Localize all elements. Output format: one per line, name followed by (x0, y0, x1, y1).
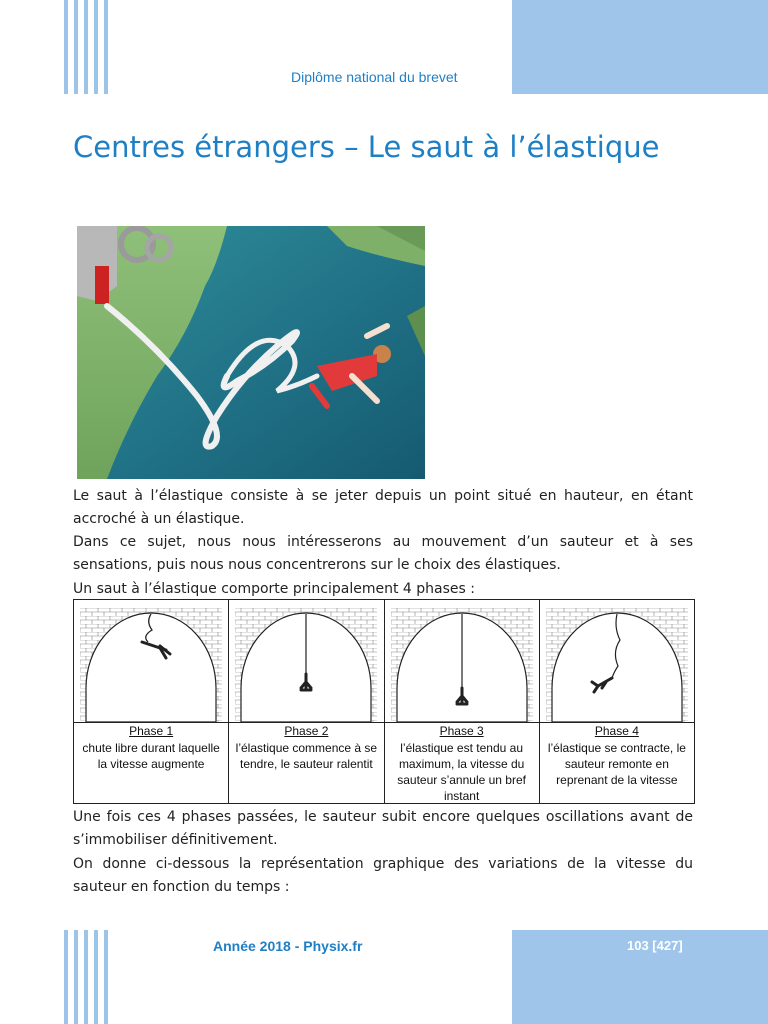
phase-description: chute libre durant laquelle la vitesse augmente (82, 741, 220, 771)
phases-intro: Un saut à l’élastique comporte principalement 4 phases : (73, 581, 475, 597)
page-number: 103 [427] (627, 938, 683, 953)
phase-title: Phase 2 (284, 724, 329, 738)
phase-title: Phase 4 (594, 724, 639, 738)
phase-4-illustration (546, 608, 688, 722)
phase-3-illustration (391, 608, 533, 722)
phase-description: l’élastique se contracte, le sauteur remonte en reprenant de la vitesse (547, 741, 686, 787)
phases-table (73, 599, 695, 804)
phase-1-illustration (80, 608, 222, 722)
footer-source: Année 2018 - Physix.fr (213, 938, 363, 954)
header-corner-block (512, 0, 768, 94)
phase-cell-4 (540, 600, 694, 803)
graph-intro-paragraph: On donne ci-dessous la représentation graphique des variations de la vitesse du sauteur en fonction du temps : (73, 856, 693, 895)
phase-cell-3 (385, 600, 540, 803)
phase-cell-1 (74, 600, 229, 803)
intro-paragraph: Le saut à l’élastique consiste à se jeter depuis un point situé en hauteur, en étant accroché à un élastique. (73, 488, 693, 527)
bungee-photo (77, 226, 425, 479)
header-stripes (64, 0, 108, 94)
phase-description: l’élastique est tendu au maximum, la vitesse du sauteur s’annule un bref instant (397, 741, 526, 803)
page-title: Centres étrangers – Le saut à l’élastique (73, 130, 660, 164)
subject-paragraph: Dans ce sujet, nous nous intéresserons au mouvement d’un sauteur et à ses sensations, puis nous nous concentrerons sur le choix des élastiques. (73, 534, 693, 573)
phase-description: l’élastique commence à se tendre, le sauteur ralentit (235, 741, 378, 771)
header-subtitle: Diplôme national du brevet (291, 69, 458, 85)
oscillations-paragraph: Une fois ces 4 phases passées, le sauteur subit encore quelques oscillations avant de s’immobiliser définitivement. (73, 809, 693, 848)
footer-stripes (64, 930, 108, 1024)
phase-cell-2 (229, 600, 384, 803)
phase-title: Phase 1 (129, 724, 174, 738)
phase-title: Phase 3 (439, 724, 484, 738)
phase-2-illustration (235, 608, 377, 722)
